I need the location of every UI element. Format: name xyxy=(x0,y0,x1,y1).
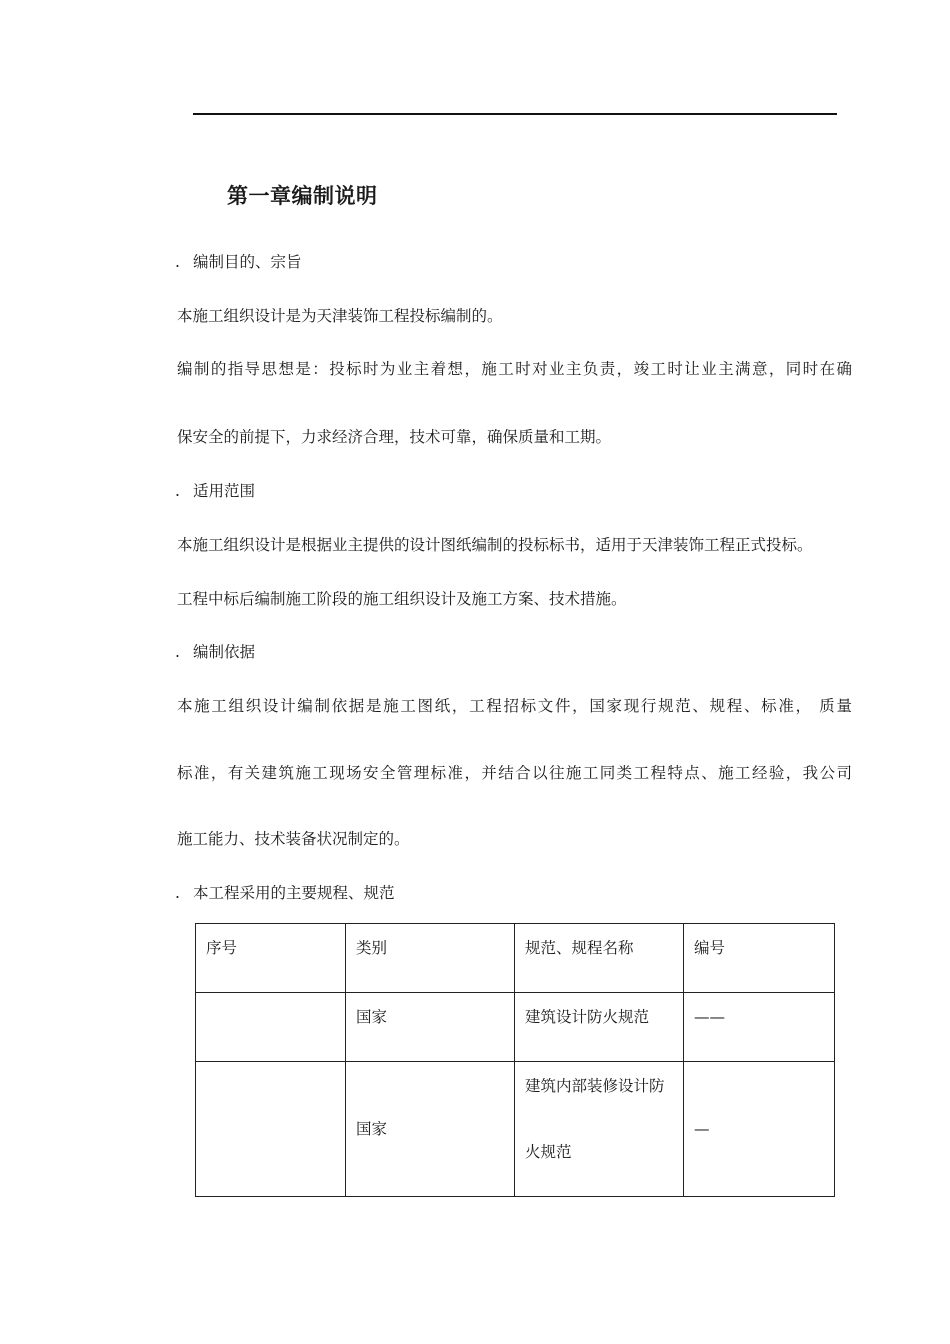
table-cell-no xyxy=(196,993,346,1062)
section-heading-text: 编制依据 xyxy=(193,643,256,661)
table-cell-category: 国家 xyxy=(346,993,515,1062)
table-row xyxy=(196,993,835,1062)
table-row xyxy=(196,1062,835,1197)
paragraph: 本施工组织设计是为天津装饰工程投标编制的。 xyxy=(177,307,503,325)
table-header-row xyxy=(196,924,835,993)
standards-table xyxy=(195,923,835,1197)
section-heading-text: 适用范围 xyxy=(193,482,256,500)
paragraph-line: 保安全的前提下，力求经济合理，技术可靠，确保质量和工期。 xyxy=(177,428,612,446)
section-heading-text: 编制目的、宗旨 xyxy=(193,253,302,271)
table-header-cell: 类别 xyxy=(346,924,515,993)
paragraph-line: 施工能力、技术装备状况制定的。 xyxy=(177,830,410,848)
section-bullet: . xyxy=(175,643,180,661)
table-cell-code: — xyxy=(684,1062,835,1197)
section-heading-scope xyxy=(175,481,255,501)
paragraph: 工程中标后编制施工阶段的施工组织设计及施工方案、技术措施。 xyxy=(177,590,627,608)
table-cell-code: —— xyxy=(684,993,835,1062)
paragraph-line: 标准，有关建筑施工现场安全管理标准，并结合以往施工同类工程特点、施工经验，我公司 xyxy=(177,764,852,782)
paragraph: 本施工组织设计是根据业主提供的设计图纸编制的投标标书，适用于天津装饰工程正式投标。 xyxy=(177,536,813,554)
table-header-cell: 序号 xyxy=(196,924,346,993)
table-cell-name-line: 建筑内部装修设计防 xyxy=(525,1077,665,1095)
table-header-cell: 编号 xyxy=(684,924,835,993)
table-cell-name xyxy=(515,1062,684,1197)
section-bullet: . xyxy=(175,482,180,500)
table-cell-category: 国家 xyxy=(346,1062,515,1197)
section-heading-purpose xyxy=(175,252,302,272)
section-heading-basis xyxy=(175,642,255,662)
section-bullet: . xyxy=(175,884,180,902)
chapter-title: 第一章编制说明 xyxy=(227,184,378,208)
table-cell-no xyxy=(196,1062,346,1197)
paragraph-line: 本施工组织设计编制依据是施工图纸，工程招标文件，国家现行规范、规程、标准， 质量 xyxy=(177,697,852,715)
paragraph-line: 编制的指导思想是：投标时为业主着想，施工时对业主负责，竣工时让业主满意，同时在确 xyxy=(177,360,852,378)
section-bullet: . xyxy=(175,253,180,271)
section-heading-standards xyxy=(175,883,395,903)
table-cell-name: 建筑设计防火规范 xyxy=(515,993,684,1062)
header-rule xyxy=(193,113,837,115)
section-heading-text: 本工程采用的主要规程、规范 xyxy=(193,884,395,902)
table-cell-name-line: 火规范 xyxy=(525,1143,572,1161)
table-header-cell: 规范、规程名称 xyxy=(515,924,684,993)
